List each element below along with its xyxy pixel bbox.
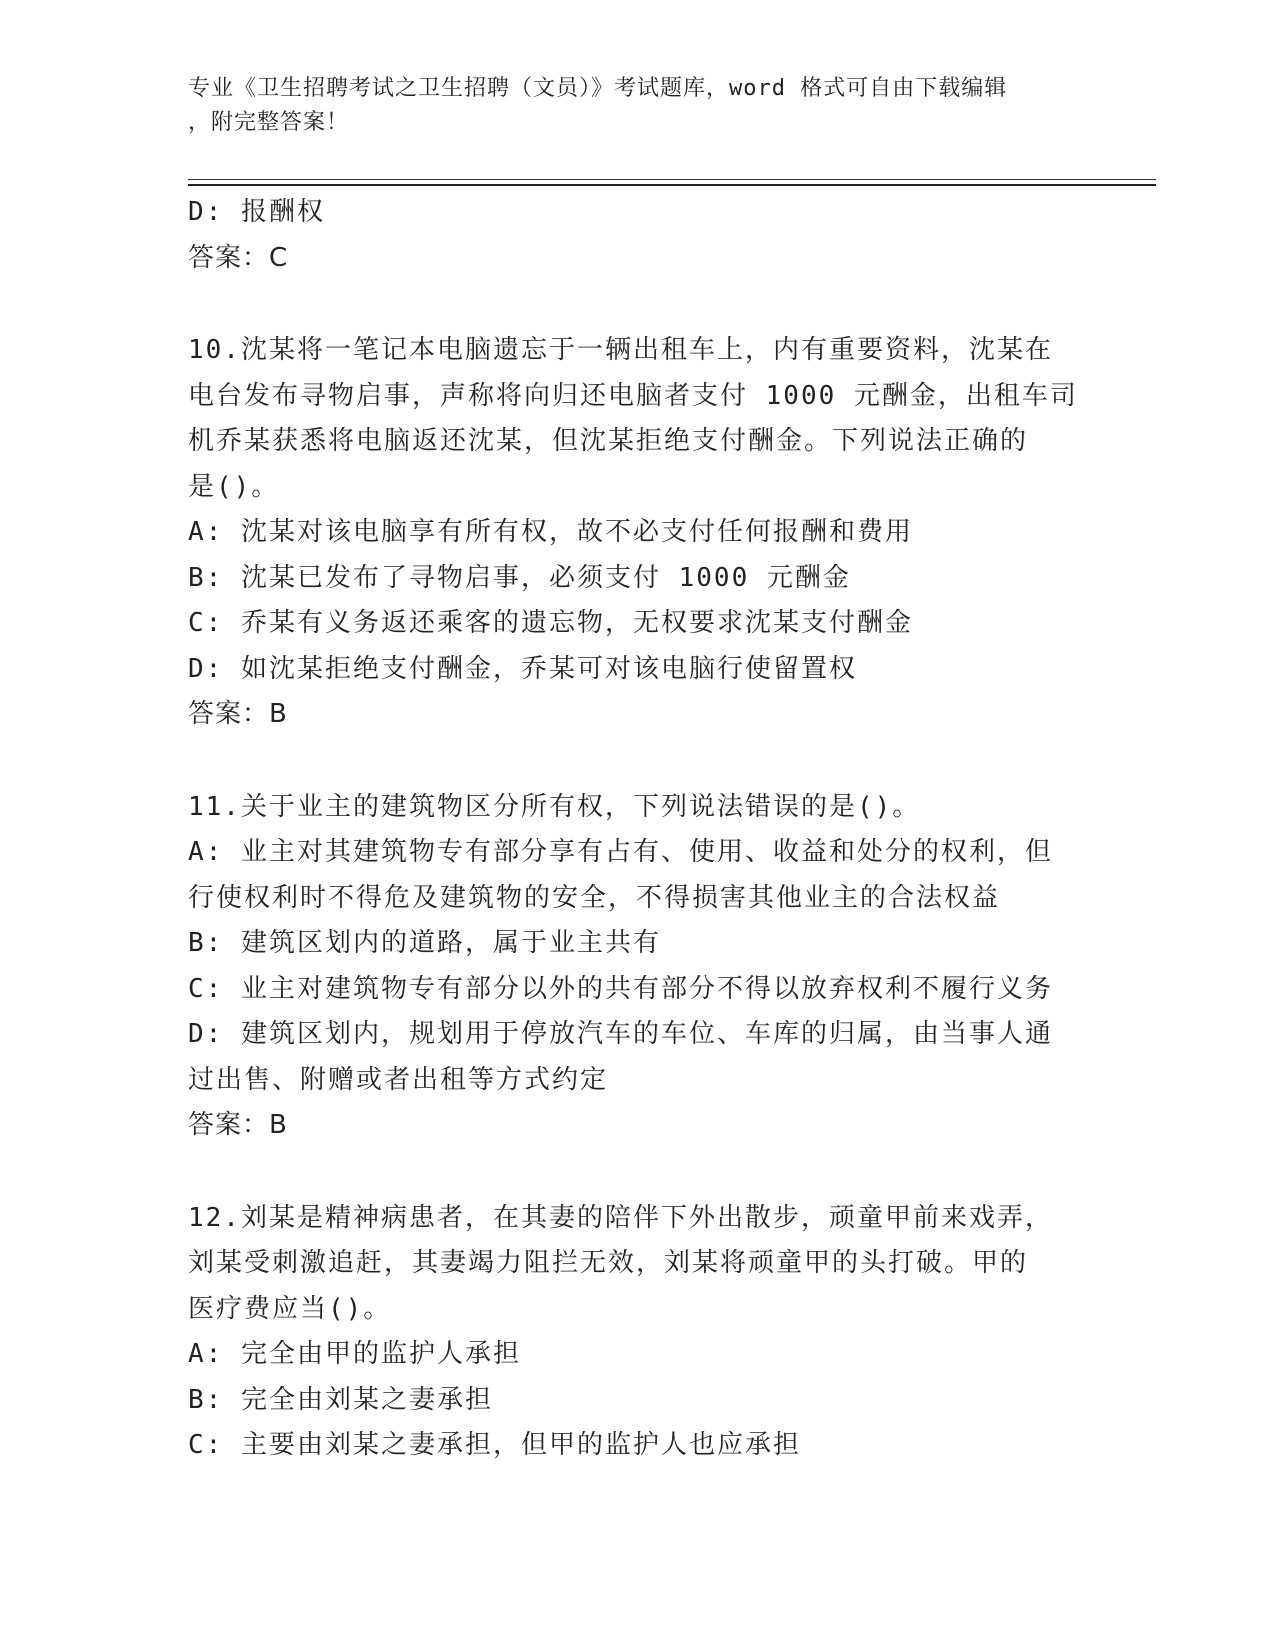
option-d-continued: 过出售、附赠或者出租等方式约定 (188, 1064, 609, 1095)
option-b: B: 建筑区划内的道路，属于业主共有 (188, 928, 661, 958)
question-stem-line: 电台发布寻物启事，声称将向归还电脑者支付 1000 元酬金，出租车司 (188, 380, 1078, 411)
option-c: C: 主要由刘某之妻承担，但甲的监护人也应承担 (188, 1430, 801, 1460)
header-rule-thick (188, 184, 1156, 186)
question-11 (188, 785, 1088, 1149)
option-a: A: 业主对其建筑物专有部分享有占有、使用、收益和处分的权利，但 (188, 837, 1053, 867)
option-a: A: 完全由甲的监护人承担 (188, 1339, 521, 1369)
header-line-2: ，附完整答案！ (188, 110, 350, 135)
option-d: D: 如沈某拒绝支付酬金，乔某可对该电脑行使留置权 (188, 653, 857, 684)
answer-line: 答案：C (188, 242, 289, 273)
question-content (188, 190, 1088, 1469)
option-d: D: 报酬权 (188, 197, 325, 227)
option-c: C: 业主对建筑物专有部分以外的共有部分不得以放弃权利不履行义务 (188, 973, 1053, 1004)
spacer (188, 281, 1088, 328)
previous-question-tail (188, 190, 1088, 281)
question-stem-line: 机乔某获悉将电脑返还沈某，但沈某拒绝支付酬金。下列说法正确的 (188, 426, 1029, 456)
question-stem-line: 12.刘某是精神病患者，在其妻的陪伴下外出散步，顽童甲前来戏弄， (188, 1202, 1053, 1233)
option-a: A: 沈某对该电脑享有所有权，故不必支付任何报酬和费用 (188, 517, 913, 547)
question-stem-line: 10.沈某将一笔记本电脑遗忘于一辆出租车上，内有重要资料，沈某在 (188, 335, 1053, 365)
option-a-continued: 行使权利时不得危及建筑物的安全，不得损害其他业主的合法权益 (188, 882, 1001, 913)
question-10 (188, 328, 1088, 738)
answer-line: 答案：B (188, 1110, 288, 1140)
question-stem-line: 医疗费应当()。 (188, 1293, 392, 1324)
spacer (188, 738, 1088, 785)
spacer (188, 1149, 1088, 1196)
option-b: B: 完全由刘某之妻承担 (188, 1384, 493, 1415)
question-stem-line: 11.关于业主的建筑物区分所有权，下列说法错误的是()。 (188, 791, 921, 822)
question-stem-line: 是()。 (188, 471, 280, 502)
question-12 (188, 1196, 1088, 1469)
option-b: B: 沈某已发布了寻物启事，必须支付 1000 元酬金 (188, 562, 851, 593)
answer-line: 答案：B (188, 699, 288, 729)
option-c: C: 乔某有义务返还乘客的遗忘物，无权要求沈某支付酬金 (188, 608, 913, 638)
document-header (188, 72, 1088, 140)
question-stem-line: 刘某受刺激追赶，其妻竭力阻拦无效，刘某将顽童甲的头打破。甲的 (188, 1248, 1029, 1278)
header-line-1: 专业《卫生招聘考试之卫生招聘（文员）》考试题库，word 格式可自由下载编辑 (188, 76, 1008, 101)
header-rule-thin (188, 179, 1156, 180)
option-d: D: 建筑区划内，规划用于停放汽车的车位、车库的归属，由当事人通 (188, 1019, 1053, 1049)
